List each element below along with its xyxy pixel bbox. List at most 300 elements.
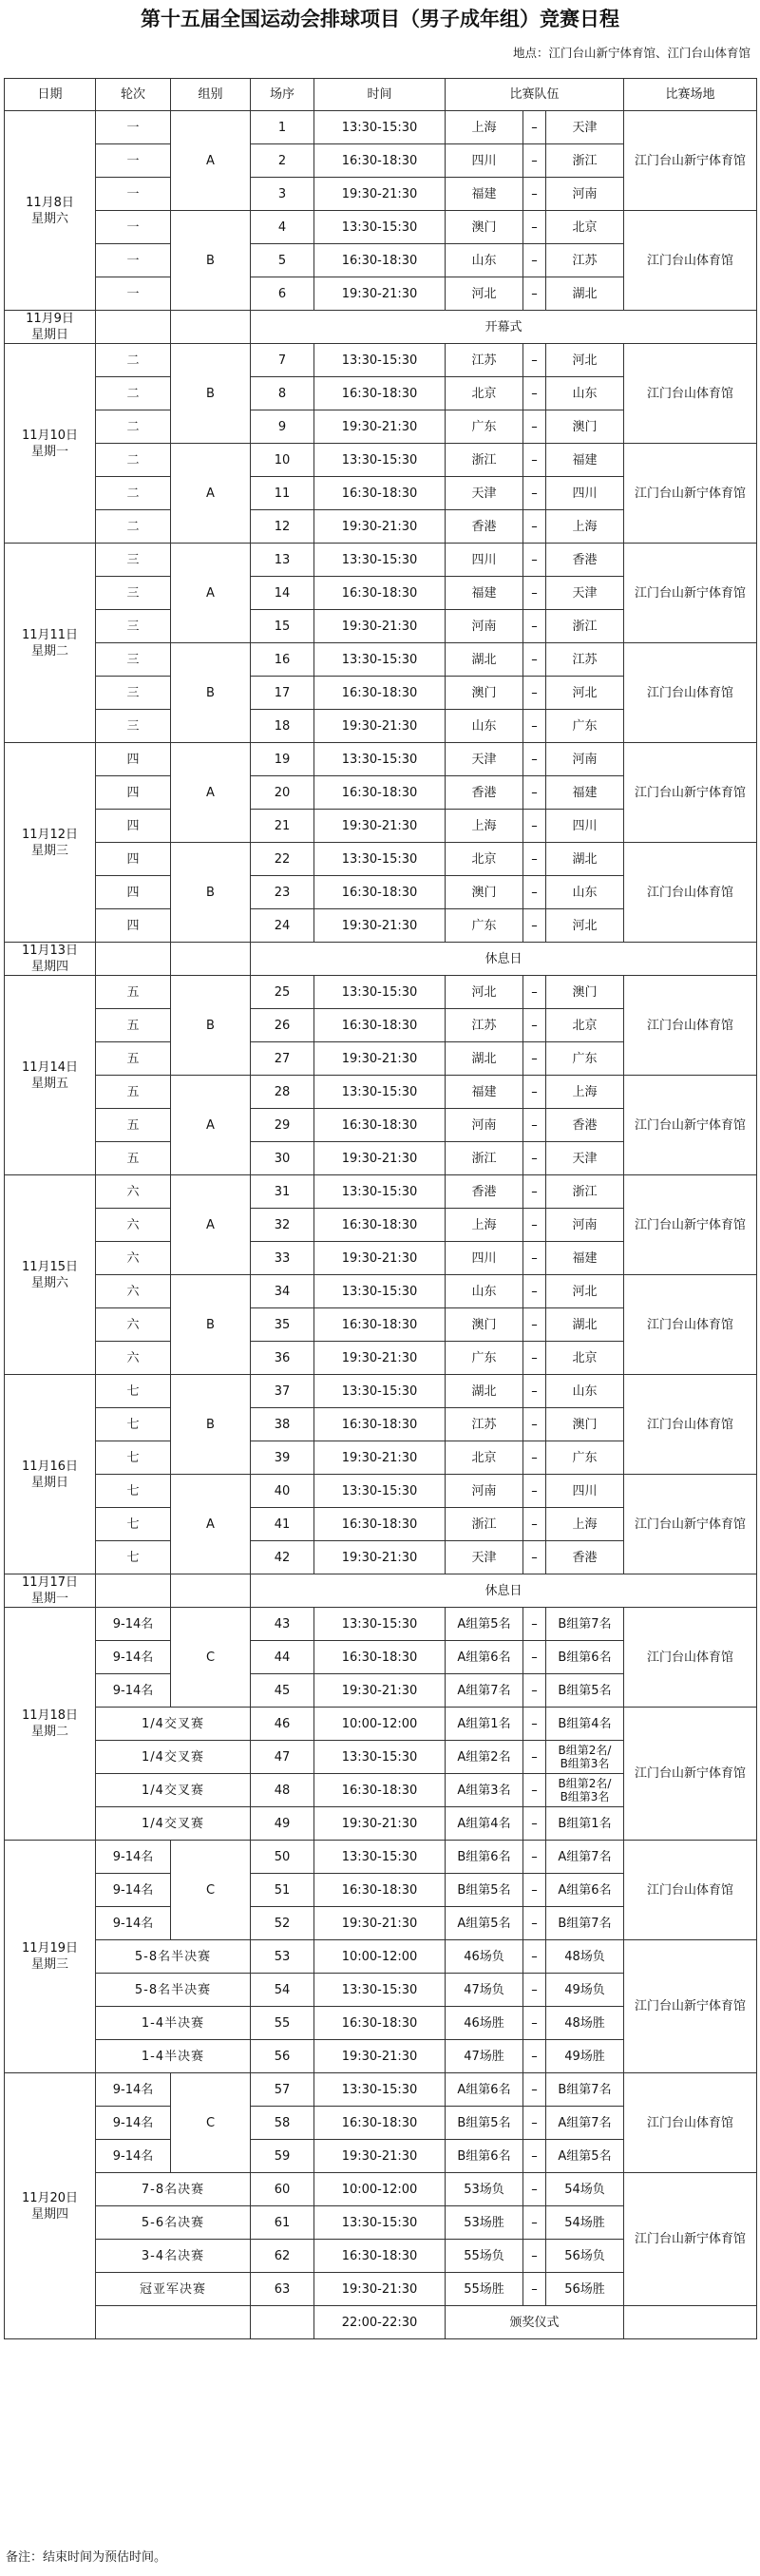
away-team	[546, 1741, 624, 1774]
match-number: 31	[251, 1175, 314, 1209]
away-team: 江苏	[546, 244, 624, 277]
match-number: 41	[251, 1508, 314, 1541]
time-cell: 13:30-15:30	[314, 2073, 446, 2107]
match-number: 37	[251, 1375, 314, 1408]
round-cell: 9-14名	[96, 1674, 171, 1708]
venue-cell: 江门台山新宁体育馆	[624, 1175, 757, 1275]
match-number: 1	[251, 111, 314, 144]
match-number: 11	[251, 477, 314, 510]
away-team: 48场负	[546, 1940, 624, 1974]
venue-line: 地点：江门台山新宁体育馆、江门台山体育馆	[512, 46, 750, 60]
away-team: B组第5名	[546, 1674, 624, 1708]
time-cell: 16:30-18:30	[314, 144, 446, 178]
match-number: 5	[251, 244, 314, 277]
round-cell: 二	[96, 344, 171, 377]
match-row	[5, 344, 757, 377]
time-cell: 19:30-21:30	[314, 909, 446, 943]
home-team: 四川	[446, 1242, 523, 1275]
away-team: 河北	[546, 909, 624, 943]
vs-dash: –	[523, 909, 546, 943]
time-cell: 13:30-15:30	[314, 2206, 446, 2240]
time-cell: 19:30-21:30	[314, 810, 446, 843]
home-team: 广东	[446, 1342, 523, 1375]
vs-dash: –	[523, 610, 546, 643]
time-cell: 19:30-21:30	[314, 610, 446, 643]
venue-cell: 江门台山新宁体育馆	[624, 111, 757, 211]
away-team: 福建	[546, 444, 624, 477]
venue-cell: 江门台山体育馆	[624, 1375, 757, 1475]
vs-dash: –	[523, 810, 546, 843]
away-team: 北京	[546, 211, 624, 244]
group-cell: B	[171, 1375, 251, 1475]
match-number: 59	[251, 2140, 314, 2173]
match-row	[5, 2073, 757, 2107]
date-label: 11月9日	[26, 312, 74, 326]
away-team-option: B组第2名/	[558, 1744, 612, 1757]
time-cell: 19:30-21:30	[314, 2140, 446, 2173]
home-team: A组第6名	[446, 1641, 523, 1674]
round-cell: 5-6名决赛	[96, 2206, 251, 2240]
time-cell: 19:30-21:30	[314, 1242, 446, 1275]
event-label: 休息日	[251, 943, 757, 976]
match-row	[5, 2173, 757, 2206]
match-row	[5, 643, 757, 677]
round-cell: 一	[96, 244, 171, 277]
home-team: 47场负	[446, 1974, 523, 2007]
round-cell: 5-8名半决赛	[96, 1974, 251, 2007]
match-number: 38	[251, 1408, 314, 1441]
round-cell: 七	[96, 1475, 171, 1508]
date-cell	[5, 311, 96, 344]
match-row	[5, 1841, 757, 1874]
match-number: 57	[251, 2073, 314, 2107]
home-team: 江苏	[446, 344, 523, 377]
home-team: 福建	[446, 1076, 523, 1109]
match-number: 21	[251, 810, 314, 843]
home-team: 福建	[446, 577, 523, 610]
away-team: 天津	[546, 1142, 624, 1175]
vs-dash: –	[523, 1541, 546, 1574]
home-team: 浙江	[446, 1508, 523, 1541]
empty-cell	[171, 943, 251, 976]
time-cell: 16:30-18:30	[314, 477, 446, 510]
match-row	[5, 544, 757, 577]
home-team: B组第6名	[446, 2140, 523, 2173]
header-match-no: 场序	[251, 79, 314, 111]
round-cell: 五	[96, 1076, 171, 1109]
date-label: 11月8日	[26, 195, 74, 210]
away-team: 山东	[546, 1375, 624, 1408]
match-number: 62	[251, 2240, 314, 2273]
time-cell: 19:30-21:30	[314, 2273, 446, 2306]
date-cell	[5, 1574, 96, 1608]
header-group: 组别	[171, 79, 251, 111]
match-number: 60	[251, 2173, 314, 2206]
weekday-label: 星期三	[30, 1957, 68, 1972]
vs-dash: –	[523, 2040, 546, 2073]
match-number: 19	[251, 743, 314, 776]
time-cell: 13:30-15:30	[314, 976, 446, 1009]
away-team: A组第7名	[546, 2107, 624, 2140]
date-cell	[5, 976, 96, 1175]
weekday-label: 星期五	[30, 1076, 68, 1091]
weekday-label: 星期日	[30, 328, 68, 342]
match-number: 25	[251, 976, 314, 1009]
match-number: 45	[251, 1674, 314, 1708]
match-row	[5, 1275, 757, 1308]
home-team: B组第5名	[446, 2107, 523, 2140]
vs-dash: –	[523, 1175, 546, 1209]
round-cell: 二	[96, 477, 171, 510]
weekday-label: 星期一	[30, 1592, 68, 1606]
round-cell: 七	[96, 1441, 171, 1475]
home-team: 湖北	[446, 1375, 523, 1408]
match-number: 7	[251, 344, 314, 377]
date-label: 11月10日	[21, 428, 79, 443]
time-cell: 13:30-15:30	[314, 344, 446, 377]
away-team: 香港	[546, 1541, 624, 1574]
away-team: 56场负	[546, 2240, 624, 2273]
home-team: 55场负	[446, 2240, 523, 2273]
time-cell: 16:30-18:30	[314, 2007, 446, 2040]
time-cell: 16:30-18:30	[314, 1874, 446, 1907]
home-team: 澳门	[446, 1308, 523, 1342]
away-team: 澳门	[546, 976, 624, 1009]
round-cell: 9-14名	[96, 1841, 171, 1874]
away-team: A组第6名	[546, 1874, 624, 1907]
round-cell: 二	[96, 410, 171, 444]
vs-dash: –	[523, 710, 546, 743]
match-number: 16	[251, 643, 314, 677]
round-cell: 四	[96, 810, 171, 843]
match-number: 20	[251, 776, 314, 810]
home-team: B组第5名	[446, 1874, 523, 1907]
vs-dash: –	[523, 211, 546, 244]
weekday-label: 星期日	[30, 1475, 68, 1490]
away-team: 湖北	[546, 843, 624, 876]
time-cell: 13:30-15:30	[314, 1841, 446, 1874]
round-cell: 9-14名	[96, 1874, 171, 1907]
match-number: 3	[251, 178, 314, 211]
round-cell: 四	[96, 743, 171, 776]
vs-dash: –	[523, 1342, 546, 1375]
round-cell: 一	[96, 211, 171, 244]
round-cell: 二	[96, 377, 171, 410]
home-team: 浙江	[446, 444, 523, 477]
venue-cell: 江门台山体育馆	[624, 1841, 757, 1940]
vs-dash: –	[523, 776, 546, 810]
date-label: 11月20日	[21, 2190, 79, 2205]
home-team: 天津	[446, 1541, 523, 1574]
time-cell: 16:30-18:30	[314, 1508, 446, 1541]
weekday-label: 星期六	[30, 1275, 68, 1290]
time-cell: 16:30-18:30	[314, 244, 446, 277]
home-team: B组第6名	[446, 1841, 523, 1874]
away-team: 福建	[546, 1242, 624, 1275]
round-cell: 四	[96, 776, 171, 810]
home-team: 香港	[446, 776, 523, 810]
away-team: 香港	[546, 544, 624, 577]
group-cell: C	[171, 1608, 251, 1708]
away-team: 河南	[546, 178, 624, 211]
match-number: 61	[251, 2206, 314, 2240]
match-number: 50	[251, 1841, 314, 1874]
round-cell: 1/4交叉赛	[96, 1774, 251, 1807]
away-team: 广东	[546, 1441, 624, 1475]
vs-dash: –	[523, 1475, 546, 1508]
home-team: 四川	[446, 544, 523, 577]
away-team: 上海	[546, 510, 624, 544]
away-team: 天津	[546, 577, 624, 610]
vs-dash: –	[523, 1242, 546, 1275]
round-cell: 1/4交叉赛	[96, 1807, 251, 1841]
match-number: 8	[251, 377, 314, 410]
empty-cell	[96, 1574, 171, 1608]
match-number: 14	[251, 577, 314, 610]
home-team: 北京	[446, 377, 523, 410]
header-venue: 比赛场地	[624, 79, 757, 111]
event-row	[5, 311, 757, 344]
away-team: 49场胜	[546, 2040, 624, 2073]
time-cell: 13:30-15:30	[314, 1741, 446, 1774]
match-number: 58	[251, 2107, 314, 2140]
vs-dash: –	[523, 1142, 546, 1175]
group-cell: A	[171, 444, 251, 544]
home-team: 46场负	[446, 1940, 523, 1974]
home-team: 46场胜	[446, 2007, 523, 2040]
home-team: 河北	[446, 976, 523, 1009]
home-team: 53场负	[446, 2173, 523, 2206]
round-cell: 三	[96, 544, 171, 577]
home-team: A组第4名	[446, 1807, 523, 1841]
match-number	[251, 2306, 314, 2339]
group-cell: B	[171, 843, 251, 943]
vs-dash: –	[523, 244, 546, 277]
vs-dash: –	[523, 410, 546, 444]
match-number: 42	[251, 1541, 314, 1574]
home-team: 53场胜	[446, 2206, 523, 2240]
date-cell	[5, 1375, 96, 1574]
time-cell: 22:00-22:30	[314, 2306, 446, 2339]
round-cell: 六	[96, 1175, 171, 1209]
time-cell: 19:30-21:30	[314, 1342, 446, 1375]
home-team: A组第5名	[446, 1608, 523, 1641]
vs-dash: –	[523, 377, 546, 410]
event-row	[5, 943, 757, 976]
match-row	[5, 1175, 757, 1209]
match-number: 9	[251, 410, 314, 444]
away-team: 四川	[546, 810, 624, 843]
vs-dash: –	[523, 1841, 546, 1874]
date-label: 11月19日	[21, 1941, 79, 1956]
match-number: 26	[251, 1009, 314, 1042]
date-label: 11月16日	[21, 1459, 79, 1474]
match-number: 23	[251, 876, 314, 909]
match-number: 47	[251, 1741, 314, 1774]
away-team: 上海	[546, 1508, 624, 1541]
footnote: 备注：结束时间为预估时间。	[6, 2550, 167, 2565]
match-row	[5, 843, 757, 876]
time-cell: 16:30-18:30	[314, 677, 446, 710]
header-round: 轮次	[96, 79, 171, 111]
home-team: 山东	[446, 710, 523, 743]
away-team: 浙江	[546, 144, 624, 178]
round-cell: 一	[96, 277, 171, 311]
away-team: 河南	[546, 743, 624, 776]
date-cell	[5, 743, 96, 943]
match-number: 12	[251, 510, 314, 544]
round-cell: 5-8名半决赛	[96, 1940, 251, 1974]
time-cell: 19:30-21:30	[314, 1807, 446, 1841]
vs-dash: –	[523, 1807, 546, 1841]
vs-dash: –	[523, 1741, 546, 1774]
round-cell: 四	[96, 843, 171, 876]
match-number: 27	[251, 1042, 314, 1076]
time-cell: 13:30-15:30	[314, 1175, 446, 1209]
match-number: 13	[251, 544, 314, 577]
group-cell: C	[171, 2073, 251, 2173]
vs-dash: –	[523, 477, 546, 510]
group-cell: A	[171, 1175, 251, 1275]
round-cell: 一	[96, 111, 171, 144]
away-team	[546, 1774, 624, 1807]
match-number: 22	[251, 843, 314, 876]
date-cell	[5, 344, 96, 544]
group-cell: B	[171, 976, 251, 1076]
vs-dash: –	[523, 2107, 546, 2140]
round-cell: 9-14名	[96, 2073, 171, 2107]
event-row	[5, 1574, 757, 1608]
ceremony-label: 颁奖仪式	[446, 2306, 624, 2339]
date-cell	[5, 1608, 96, 1841]
away-team: 湖北	[546, 277, 624, 311]
round-cell: 三	[96, 677, 171, 710]
away-team: 广东	[546, 710, 624, 743]
match-number: 36	[251, 1342, 314, 1375]
event-label: 休息日	[251, 1574, 757, 1608]
home-team: 上海	[446, 1209, 523, 1242]
vs-dash: –	[523, 1441, 546, 1475]
page-title: 第十五届全国运动会排球项目（男子成年组）竞赛日程	[141, 7, 619, 30]
away-team: 四川	[546, 1475, 624, 1508]
header-teams: 比赛队伍	[446, 79, 624, 111]
vs-dash: –	[523, 976, 546, 1009]
round-cell: 七	[96, 1508, 171, 1541]
vs-dash: –	[523, 344, 546, 377]
vs-dash: –	[523, 2240, 546, 2273]
home-team: 55场胜	[446, 2273, 523, 2306]
round-cell	[96, 2306, 251, 2339]
vs-dash: –	[523, 643, 546, 677]
time-cell: 16:30-18:30	[314, 1641, 446, 1674]
vs-dash: –	[523, 1608, 546, 1641]
schedule-table	[4, 78, 757, 2339]
time-cell: 16:30-18:30	[314, 1308, 446, 1342]
away-team: 48场胜	[546, 2007, 624, 2040]
vs-dash: –	[523, 876, 546, 909]
home-team: 澳门	[446, 211, 523, 244]
round-cell: 1-4半决赛	[96, 2040, 251, 2073]
away-team: 浙江	[546, 610, 624, 643]
away-team: 河南	[546, 1209, 624, 1242]
venue-cell: 江门台山新宁体育馆	[624, 1940, 757, 2073]
round-cell: 七	[96, 1408, 171, 1441]
match-number: 43	[251, 1608, 314, 1641]
vs-dash: –	[523, 2073, 546, 2107]
round-cell: 三	[96, 577, 171, 610]
match-number: 15	[251, 610, 314, 643]
away-team: 澳门	[546, 1408, 624, 1441]
date-label: 11月14日	[21, 1059, 79, 1075]
round-cell: 冠亚军决赛	[96, 2273, 251, 2306]
vs-dash: –	[523, 1009, 546, 1042]
match-row	[5, 1708, 757, 1741]
match-row	[5, 1475, 757, 1508]
match-number: 24	[251, 909, 314, 943]
time-cell: 13:30-15:30	[314, 1475, 446, 1508]
weekday-label: 星期二	[30, 643, 68, 658]
round-cell: 9-14名	[96, 1641, 171, 1674]
match-number: 55	[251, 2007, 314, 2040]
match-number: 18	[251, 710, 314, 743]
venue-cell: 江门台山体育馆	[624, 843, 757, 943]
away-team: B组第4名	[546, 1708, 624, 1741]
round-cell: 七	[96, 1541, 171, 1574]
date-cell	[5, 544, 96, 743]
home-team: A组第7名	[446, 1674, 523, 1708]
round-cell: 五	[96, 976, 171, 1009]
home-team: 天津	[446, 477, 523, 510]
away-team: B组第7名	[546, 2073, 624, 2107]
match-row	[5, 976, 757, 1009]
match-row	[5, 444, 757, 477]
away-team: 河北	[546, 1275, 624, 1308]
vs-dash: –	[523, 1109, 546, 1142]
away-team: 北京	[546, 1009, 624, 1042]
home-team: 香港	[446, 510, 523, 544]
time-cell: 16:30-18:30	[314, 1774, 446, 1807]
round-cell: 四	[96, 876, 171, 909]
date-cell	[5, 1175, 96, 1375]
match-number: 39	[251, 1441, 314, 1475]
match-number: 10	[251, 444, 314, 477]
home-team: A组第6名	[446, 2073, 523, 2107]
match-row	[5, 1076, 757, 1109]
away-team-option: B组第3名	[560, 1790, 610, 1803]
vs-dash: –	[523, 544, 546, 577]
weekday-label: 星期一	[30, 444, 68, 459]
time-cell: 19:30-21:30	[314, 1541, 446, 1574]
home-team: 澳门	[446, 677, 523, 710]
weekday-label: 星期二	[30, 1725, 68, 1739]
time-cell: 16:30-18:30	[314, 2240, 446, 2273]
away-team: 河北	[546, 677, 624, 710]
time-cell: 19:30-21:30	[314, 1042, 446, 1076]
match-number: 28	[251, 1076, 314, 1109]
home-team: 江苏	[446, 1009, 523, 1042]
vs-dash: –	[523, 577, 546, 610]
time-cell: 13:30-15:30	[314, 1608, 446, 1641]
home-team: 香港	[446, 1175, 523, 1209]
time-cell: 16:30-18:30	[314, 1408, 446, 1441]
vs-dash: –	[523, 1308, 546, 1342]
home-team: 上海	[446, 111, 523, 144]
match-row	[5, 211, 757, 244]
match-row	[5, 1608, 757, 1641]
venue-cell: 江门台山体育馆	[624, 1608, 757, 1708]
time-cell: 13:30-15:30	[314, 643, 446, 677]
away-team: 浙江	[546, 1175, 624, 1209]
